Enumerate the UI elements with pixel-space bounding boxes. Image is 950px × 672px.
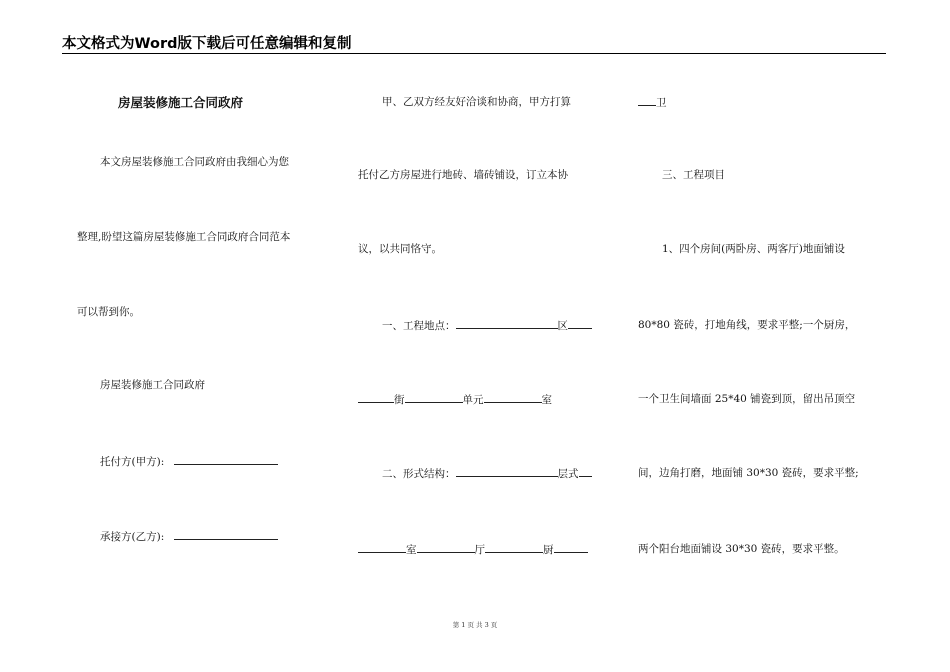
street-blank [358,392,394,403]
structure-shi: 室 [406,544,417,556]
party-b-label: 承接方(乙方): [100,531,165,543]
document-title: 房屋装修施工合同政府 [118,95,244,110]
shi-lead-blank [358,542,406,553]
party-a-label: 托付方(甲方): [100,456,165,468]
location-blank [456,318,558,329]
shi-blank [417,542,475,553]
location-line [382,318,592,333]
contract-subtitle: 房屋装修施工合同政府 [100,379,205,391]
location-jie: 街 [394,394,405,406]
structure-chu: 厨 [543,544,554,556]
party-a-blank [174,454,278,465]
location-room: 室 [541,394,552,406]
item-1-line-5: 两个阳台地面铺设 30*30 瓷砖，要求平整。 [638,543,845,555]
item-1-line-2: 80*80 瓷砖，打地角线，要求平整;一个厨房， [638,319,856,331]
location-qu: 区 [557,320,568,332]
location-line-2 [358,392,552,407]
bath-blank [638,95,656,106]
unit-blank [484,392,542,403]
floor-blank [579,466,592,477]
location-label: 一、工程地点： [382,320,456,332]
item-1-line-3: 一个卫生间墙面 25*40 铺瓷到顶，留出吊顶空 [638,393,856,405]
bath-suffix: 卫 [656,97,667,109]
chu-blank [554,542,588,553]
bath-line [638,95,667,110]
structure-label: 二、形式结构： [382,468,456,480]
location-qu-blank [568,318,592,329]
structure-floor: 层式 [557,468,579,480]
document-header: 本文格式为Word版下载后可任意编辑和复制 [62,36,352,52]
header-divider [62,53,886,54]
item-1-line-4: 间，边角打磨，地面铺 30*30 瓷砖，要求平整; [638,467,859,479]
structure-line [382,466,592,481]
intro-line-2: 整理,盼望这篇房屋装修施工合同政府合同范本 [77,231,291,243]
location-unit: 单元 [462,394,484,406]
party-b-blank [174,529,278,540]
structure-line-2 [358,542,588,557]
structure-ting: 厅 [474,544,485,556]
page-number-footer: 第 1 页 共 3 页 [452,621,498,629]
ting-blank [485,542,543,553]
structure-blank [456,466,558,477]
intro-line-3: 可以帮到你。 [77,306,140,318]
party-a-line [100,454,278,469]
agreement-line-3: 议，以共同恪守。 [358,243,442,255]
section-3-heading: 三、工程项目 [662,169,725,181]
intro-line-1: 本文房屋装修施工合同政府由我细心为您 [100,156,289,168]
agreement-line-1: 甲、乙双方经友好洽谈和协商，甲方打算 [382,96,571,108]
jie-blank [405,392,463,403]
agreement-line-2: 托付乙方房屋进行地砖、墙砖铺设，订立本协 [358,169,568,181]
item-1-line-1: 1、四个房间(两卧房、两客厅)地面铺设 [662,243,845,255]
party-b-line [100,529,278,544]
